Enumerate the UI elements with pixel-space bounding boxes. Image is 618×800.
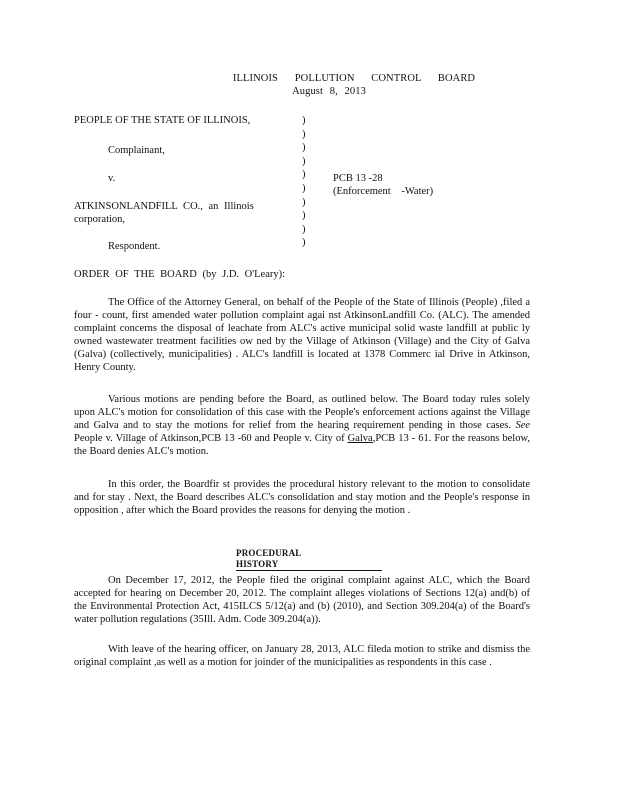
caption-paren: ) <box>302 223 306 235</box>
agency-name: ILLINOIS POLLUTION CONTROL BOARD <box>232 73 476 84</box>
caption-complainant-label: Complainant, <box>108 145 165 156</box>
caption-paren: ) <box>302 237 306 249</box>
caption-paren: ) <box>302 196 306 208</box>
paragraph-2-text-b: ,PCB 13 -60 and <box>198 433 270 444</box>
paragraph-2 <box>74 393 530 458</box>
caption-paren: ) <box>302 210 306 222</box>
caption-defendant-line1: ATKINSONLANDFILL CO., an Illinois <box>74 201 254 212</box>
order-of-the-board: ORDER OF THE BOARD (by J.D. O'Leary): <box>74 269 286 280</box>
paragraph-5 <box>74 643 530 669</box>
caption-respondent-label: Respondent. <box>108 241 161 252</box>
caption-paren: ) <box>302 155 306 167</box>
caption-paren: ) <box>302 142 306 154</box>
case-type: (Enforcement -Water) <box>333 186 434 197</box>
case-cite-galva-a: People v. City of <box>272 433 345 444</box>
caption-plaintiff: PEOPLE OF THE STATE OF ILLINOIS, <box>74 115 251 126</box>
paragraph-4-text: On December 17, 2012, the People filed the original complaint against ALC, which the Board accepted for hearing on December 20, 2012. The complaint alleges violations of Sections 12(a) and(b) of the Environmental Protection Act, 415ILCS 5/12(a) and (b) (2010), and Section 309.204(a) of the Board's water pollution regulations (35Ill. Adm. Code 309.204(a)). <box>74 575 530 625</box>
caption-paren: ) <box>302 182 306 194</box>
order-date: August 8, 2013 <box>292 86 366 97</box>
document-header <box>0 72 618 98</box>
see-signal: See <box>515 420 531 431</box>
paragraph-1 <box>74 296 530 374</box>
caption-versus: v. <box>108 173 116 184</box>
paragraph-2-text-c: ,PCB 13 - 61. For the reasons below, the Board denies ALC's motion. <box>74 433 530 457</box>
caption-defendant-line2: corporation, <box>74 214 126 225</box>
paragraph-1-text: The Office of the Attorney General, on behalf of the People of the State of Illinois (People) ,filed a four - count, first amended water pollution complaint agai nst AtkinsonLandfill Co. (ALC). The amended complaint concerns the disposal of leachate from ALC's active municipal solid waste landfill at public ly owned wastewater treatment facilities ow ned by the Village of Atkinson (Village) and the City of Galva (Galva) (collectively, municipalities) . ALC's landfill is located at 1378 Commerc ial Drive in Atkinson, Henry County. <box>74 297 530 373</box>
section-heading-text: PROCEDURAL HISTORY <box>236 548 302 569</box>
caption-paren: ) <box>302 115 306 126</box>
case-cite-galva-b: Galva <box>347 433 373 444</box>
case-cite-atkinson: People v. Village of Atkinson <box>74 433 199 444</box>
paragraph-2-text-a: Various motions are pending before the Board, as outlined below. The Board today rules solely upon ALC's motion for consolidation of this case with the People's enforcement actions against the Village and Galva and to stay the motions for relief from the hearing requirement pending in those cases. <box>74 394 530 431</box>
paragraph-5-text: With leave of the hearing officer, on January 28, 2013, ALC fileda motion to strike and dismiss the original complaint ,as well as a motion for joinder of the municipalities as respondents in this case . <box>74 644 530 668</box>
caption-paren-column <box>302 114 306 250</box>
paragraph-3-text: In this order, the Boardfir st provides the procedural history relevant to the motion to consolidate and for stay . Next, the Board describes ALC's consolidation and stay motion and the People's response in opposition , after which the Board provides the reasons for denying the motion . <box>74 479 530 516</box>
case-number: PCB 13 -28 <box>333 173 383 184</box>
section-heading-procedural-history <box>236 548 382 571</box>
paragraph-4 <box>74 574 530 626</box>
paragraph-3 <box>74 478 530 517</box>
caption-paren: ) <box>302 169 306 181</box>
caption-paren: ) <box>302 128 306 140</box>
